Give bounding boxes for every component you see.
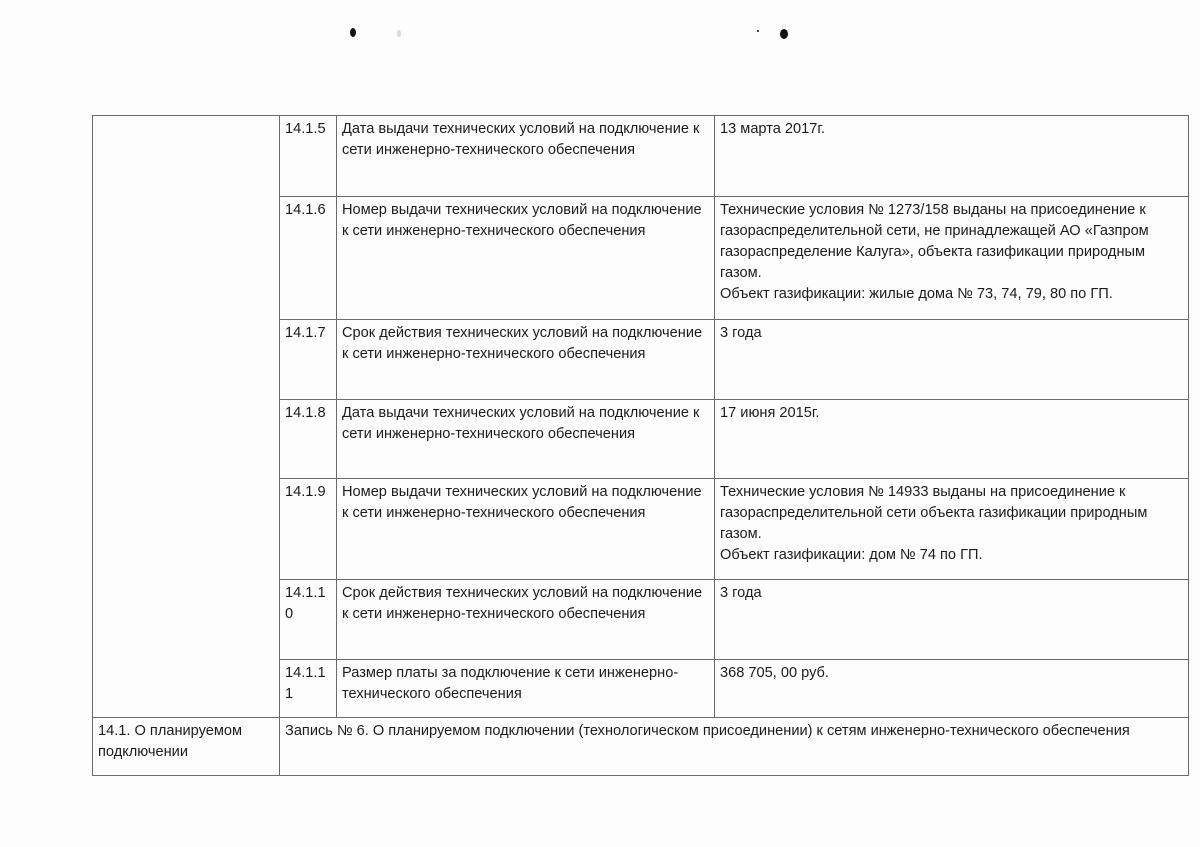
section-title: 14.1. О планируемом подключении bbox=[93, 718, 280, 776]
section-row bbox=[93, 718, 1189, 776]
value-line: Объект газификации: жилые дома № 73, 74, 79, 80 по ГП. bbox=[720, 286, 1113, 302]
item-value bbox=[715, 580, 1189, 660]
scan-speck bbox=[757, 30, 759, 32]
value-line: 13 марта 2017г. bbox=[720, 121, 825, 137]
item-label: Размер платы за подключение к сети инженерно-технического обеспечения bbox=[337, 660, 715, 718]
value-line: Технические условия № 14933 выданы на присоединение к газораспределительной сети объекта газификации природным газом. bbox=[720, 484, 1148, 542]
value-line: Технические условия № 1273/158 выданы на присоединение к газораспределительной сети, не принадлежащей АО «Газпром газораспределение Калуга», объекта газификации природным газом. bbox=[720, 202, 1149, 281]
item-label: Номер выдачи технических условий на подключение к сети инженерно-технического обеспечения bbox=[337, 479, 715, 580]
scan-speck bbox=[350, 28, 356, 37]
item-number: 14.1.5 bbox=[280, 116, 337, 197]
scan-speck bbox=[780, 29, 788, 39]
item-value bbox=[715, 660, 1189, 718]
item-value bbox=[715, 400, 1189, 479]
value-line: 3 года bbox=[720, 585, 762, 601]
item-number: 14.1.9 bbox=[280, 479, 337, 580]
item-number: 14.1.7 bbox=[280, 320, 337, 400]
value-line: 368 705, 00 руб. bbox=[720, 665, 829, 681]
item-label: Срок действия технических условий на подключение к сети инженерно-технического обеспечения bbox=[337, 580, 715, 660]
item-number: 14.1.8 bbox=[280, 400, 337, 479]
item-label: Дата выдачи технических условий на подключение к сети инженерно-технического обеспечения bbox=[337, 400, 715, 479]
value-line: 17 июня 2015г. bbox=[720, 405, 820, 421]
record-heading: Запись № 6. О планируемом подключении (технологическом присоединении) к сетям инженерно-технического обеспечения bbox=[280, 718, 1189, 776]
section-cell-empty bbox=[93, 116, 280, 718]
value-line: 3 года bbox=[720, 325, 762, 341]
item-label: Дата выдачи технических условий на подключение к сети инженерно-технического обеспечения bbox=[337, 116, 715, 197]
value-line: Объект газификации: дом № 74 по ГП. bbox=[720, 547, 983, 563]
scan-speck bbox=[397, 30, 401, 37]
item-number: 14.1.6 bbox=[280, 197, 337, 320]
item-label: Срок действия технических условий на подключение к сети инженерно-технического обеспечения bbox=[337, 320, 715, 400]
item-label: Номер выдачи технических условий на подключение к сети инженерно-технического обеспечения bbox=[337, 197, 715, 320]
item-value bbox=[715, 479, 1189, 580]
table-row bbox=[93, 116, 1189, 197]
item-value bbox=[715, 116, 1189, 197]
item-value bbox=[715, 197, 1189, 320]
item-value bbox=[715, 320, 1189, 400]
connection-details-table bbox=[92, 115, 1189, 776]
item-number: 14.1.10 bbox=[280, 580, 337, 660]
item-number: 14.1.11 bbox=[280, 660, 337, 718]
